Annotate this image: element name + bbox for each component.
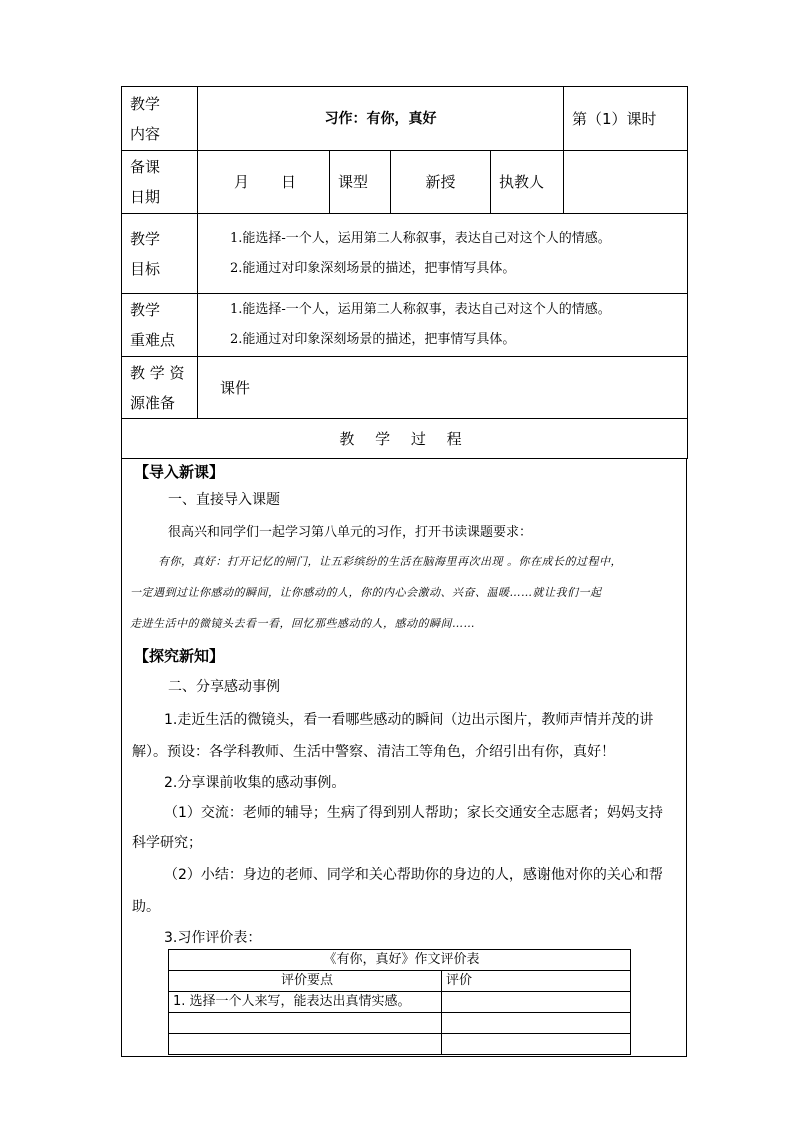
teacher-label: 执教人 bbox=[491, 151, 564, 214]
intro-text: 很高兴和同学们一起学习第八单元的习作，打开书读课题要求： bbox=[168, 525, 533, 540]
row-key-points bbox=[122, 294, 688, 357]
explore-subheading: 二、分享感动事例 bbox=[168, 679, 280, 695]
table-row bbox=[169, 1013, 631, 1034]
para-1-line-2: 解）。预设：各学科教师、生活中警察、清洁工等角色，介绍引出有你，真好！ bbox=[132, 744, 615, 760]
eval-title-row bbox=[169, 950, 631, 971]
objectives-text: 1.能选择-一个人，运用第二人称叙事，表达自己对这个人的情感。 2.能通过对印象深刻场景的描述，把事情写具体。 bbox=[198, 214, 688, 294]
eval-table-title: 《有你，真好》作文评价表 bbox=[169, 950, 631, 971]
quote-line-1: 有你，真好：打开记忆的闸门，让五彩缤纷的生活在脑海里再次出现 。你在成长的过程中， bbox=[158, 555, 622, 568]
content-label: 教学 内容 bbox=[122, 87, 198, 151]
key-points-label: 教学 重难点 bbox=[122, 294, 198, 357]
lesson-number: 第（1）课时 bbox=[564, 87, 688, 151]
row-date bbox=[122, 151, 688, 214]
eval-row-2-score bbox=[442, 1013, 631, 1034]
eval-header-row bbox=[169, 971, 631, 992]
quote-line-3: 走进生活中的微镜头去看一看，回忆那些感动的人，感动的瞬间…… bbox=[130, 617, 475, 630]
table-row bbox=[169, 1034, 631, 1055]
row-resources bbox=[122, 357, 688, 419]
section-explore-heading: 【探究新知】 bbox=[134, 647, 225, 665]
eval-row-2-point bbox=[169, 1013, 442, 1034]
key-points-text: 1.能选择-一个人，运用第二人称叙事，表达自己对这个人的情感。 2.能通过对印象深刻场景的描述，把事情写具体。 bbox=[198, 294, 688, 357]
row-process-title bbox=[122, 419, 688, 459]
para-4-line-2: 助。 bbox=[132, 899, 160, 915]
eval-col-score: 评价 bbox=[442, 971, 631, 992]
type-label: 课型 bbox=[330, 151, 391, 214]
objectives-label: 教学 目标 bbox=[122, 214, 198, 294]
table-row bbox=[169, 992, 631, 1013]
resources-value: 课件 bbox=[198, 357, 688, 419]
process-title: 教 学 过 程 bbox=[122, 419, 688, 459]
eval-row-1-point: 1. 选择一个人来写，能表达出真情实感。 bbox=[169, 992, 442, 1013]
para-5: 3.习作评价表： bbox=[164, 930, 262, 946]
para-1-line-1: 1.走近生活的微镜头，看一看哪些感动的瞬间（边出示图片，教师声情并茂的讲 bbox=[164, 712, 654, 728]
lesson-header-table bbox=[121, 86, 688, 459]
lesson-title: 习作：有你，真好 bbox=[198, 87, 564, 151]
quote-line-2: 一定遇到过让你感动的瞬间，让你感动的人，你的内心会激动、兴奋、温暖……就让我们一起 bbox=[130, 586, 602, 599]
section-intro-heading: 【导入新课】 bbox=[134, 463, 225, 481]
type-value: 新授 bbox=[391, 151, 491, 214]
para-3-line-2: 科学研究； bbox=[132, 835, 202, 851]
intro-subheading: 一、直接导入课题 bbox=[168, 492, 280, 508]
teacher-value bbox=[564, 151, 688, 214]
date-value: 月 日 bbox=[198, 151, 330, 214]
para-3-line-1: （1）交流：老师的辅导；生病了得到别人帮助；家长交通安全志愿者；妈妈支持 bbox=[164, 805, 663, 821]
eval-row-3-score bbox=[442, 1034, 631, 1055]
evaluation-table bbox=[168, 949, 631, 1055]
resources-label: 教 学 资 源准备 bbox=[122, 357, 198, 419]
eval-row-3-point bbox=[169, 1034, 442, 1055]
date-label: 备课 日期 bbox=[122, 151, 198, 214]
row-content bbox=[122, 87, 688, 151]
para-2: 2.分享课前收集的感动事例。 bbox=[164, 775, 346, 791]
row-objectives bbox=[122, 214, 688, 294]
eval-row-1-score bbox=[442, 992, 631, 1013]
para-4-line-1: （2）小结：身边的老师、同学和关心帮助你的身边的人，感谢他对你的关心和帮 bbox=[164, 867, 663, 883]
eval-col-points: 评价要点 bbox=[169, 971, 442, 992]
